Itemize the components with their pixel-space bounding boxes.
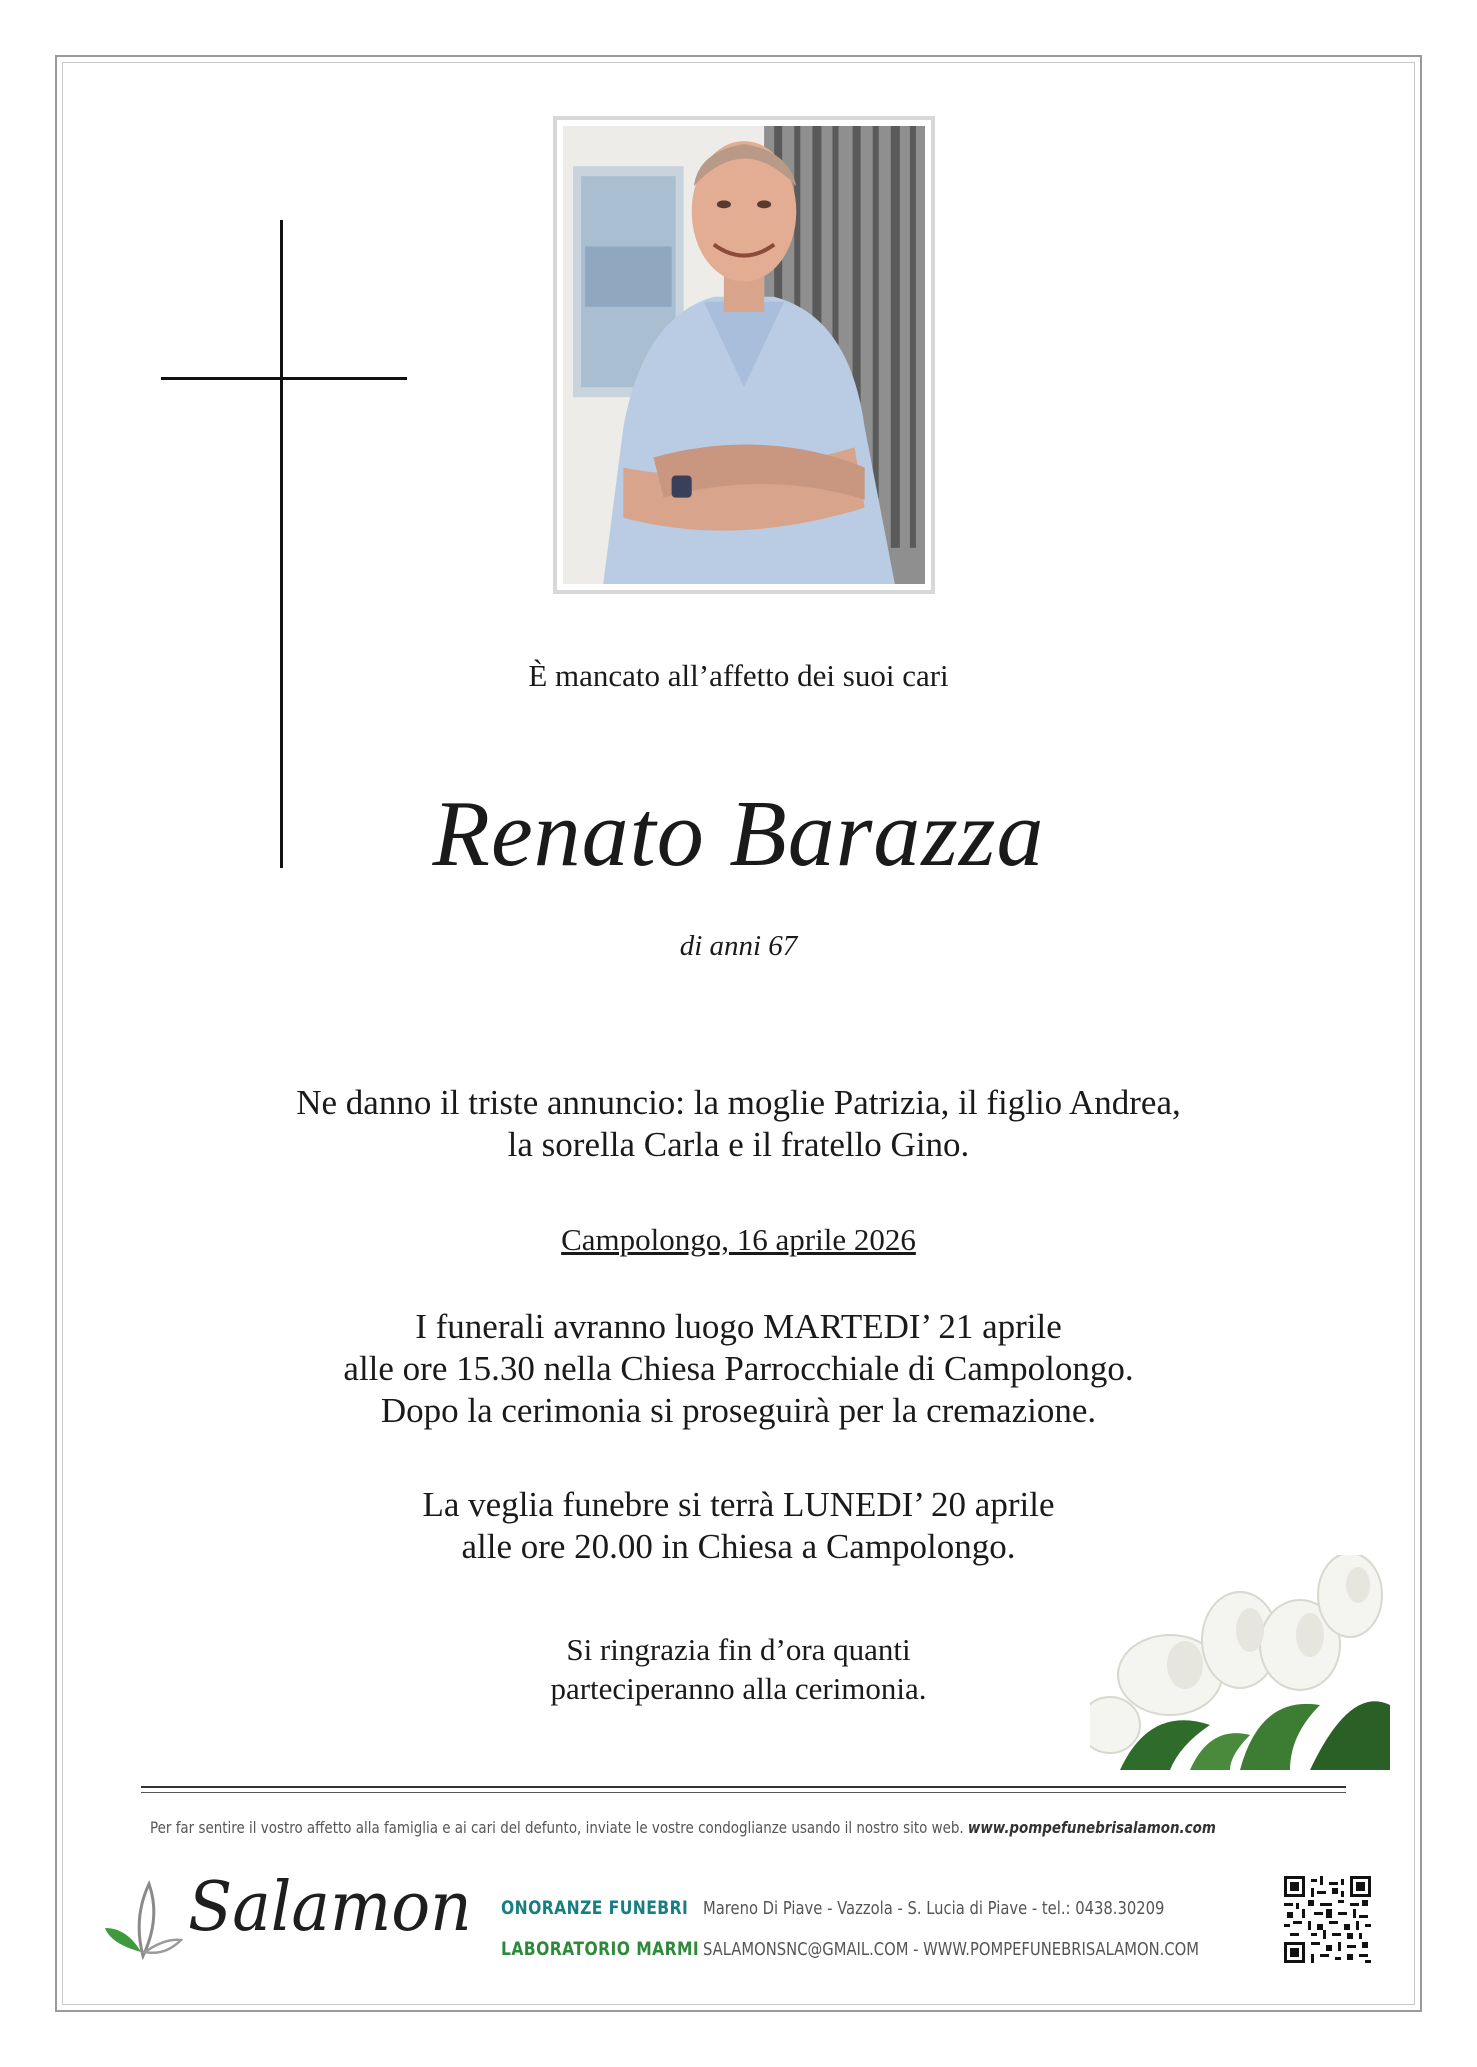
tulips-icon — [1090, 1555, 1390, 1770]
deceased-name: Renato Barazza — [432, 782, 1045, 886]
portrait-photo — [553, 116, 935, 594]
condolence-note — [150, 1818, 1216, 1837]
contact-address-phone: Mareno Di Piave - Vazzola - S. Lucia di Piave - tel.: 0438.30209 — [703, 1898, 1165, 1919]
thanks-line: Si ringrazia fin d’ora quanti — [566, 1632, 911, 1667]
deceased-age: di anni 67 — [679, 930, 798, 962]
contact-email-website: SALAMONSNC@GMAIL.COM - WWW.POMPEFUNEBRISALAMON.COM — [703, 1939, 1199, 1960]
funeral-line: Dopo la cerimonia si proseguirà per la cremazione. — [380, 1391, 1097, 1430]
announcement — [120, 1082, 1357, 1166]
company-service-funeral: ONORANZE FUNEBRI — [501, 1897, 689, 1919]
company-logo-text: Salamon — [188, 1868, 472, 1947]
wake-line: La veglia funebre si terrà LUNEDI’ 20 aprile — [422, 1485, 1055, 1524]
wake-line: alle ore 20.00 in Chiesa a Campolongo. — [461, 1527, 1016, 1566]
place-date: Campolongo, 16 aprile 2026 — [561, 1222, 916, 1257]
funeral-line: alle ore 15.30 nella Chiesa Parrocchiale di Campolongo. — [343, 1349, 1134, 1388]
funeral-info — [120, 1306, 1357, 1432]
funeral-line: I funerali avranno luogo MARTEDI’ 21 aprile — [415, 1307, 1062, 1346]
announcement-line: Ne danno il triste annuncio: la moglie Patrizia, il figlio Andrea, — [296, 1083, 1181, 1122]
announcement-line: la sorella Carla e il fratello Gino. — [507, 1125, 970, 1164]
qr-code-icon[interactable] — [1284, 1876, 1371, 1963]
condolence-website-link[interactable]: www.pompefunebrisalamon.com — [967, 1818, 1216, 1837]
thanks-line: parteciperanno alla cerimonia. — [550, 1671, 927, 1706]
footer-divider-thin — [141, 1792, 1346, 1793]
leaf-logo-icon — [103, 1878, 183, 1960]
condolence-text: Per far sentire il vostro affetto alla famiglia e ai cari del defunto, inviate le vostre condoglianze usando il nostro sito web. — [150, 1818, 968, 1837]
intro-text: È mancato all’affetto dei suoi cari — [528, 658, 949, 693]
footer-divider — [141, 1786, 1346, 1788]
company-service-marble: LABORATORIO MARMI — [501, 1938, 700, 1960]
